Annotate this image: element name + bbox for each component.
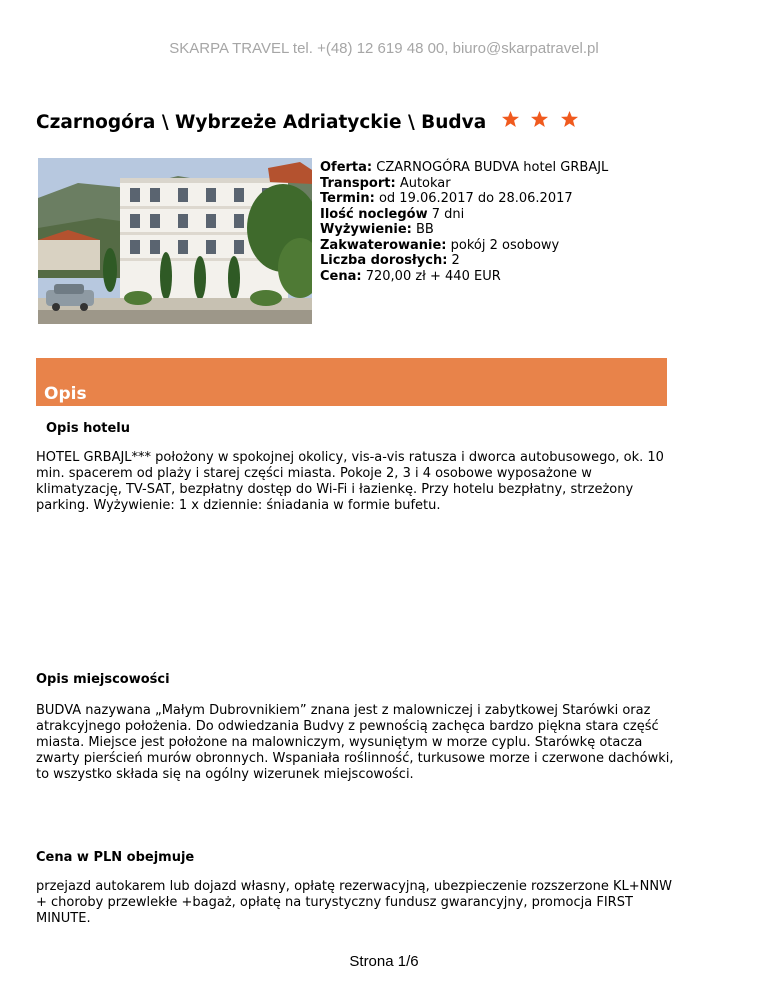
star-icon: [501, 110, 520, 128]
offer-value: od 19.06.2017 do 28.06.2017: [378, 191, 573, 206]
offer-row: [320, 253, 608, 269]
offer-label: Liczba dorosłych:: [320, 253, 448, 268]
offer-value: 7 dni: [431, 206, 465, 222]
offer-row: [320, 222, 608, 238]
star-icon: [560, 110, 579, 128]
offer-value: Autokar: [399, 175, 451, 191]
agency-contact: SKARPA TRAVEL tel. +(48) 12 619 48 00, biuro@skarpatravel.pl: [169, 40, 599, 57]
hotel-description-text: HOTEL GRBAJL*** położony w spokojnej okolicy, vis-a-vis ratusza i dworca autobusowego, ok. 10 min. spacerem od plaży i starej części miasta. Pokoje 2, 3 i 4 osobowe wyposażone w klimatyzację, TV-SAT, bezpłatny dostęp do Wi-Fi i łazienkę. Przy hotelu bezpłatny, strzeżony parking. Wyżywienie: 1 x dziennie: śniadania w formie bufetu.: [36, 450, 664, 513]
hotel-rating: [501, 110, 583, 133]
town-description-heading: Opis miejscowości: [36, 672, 170, 687]
offer-value: 720,00 zł + 440 EUR: [365, 268, 501, 284]
price-includes-text: przejazd autokarem lub dojazd własny, opłatę rezerwacyjną, ubezpieczenie rozszerzone KL+NNW + choroby przewlekłe +bagaż, opłatę na turystyczny fundusz gwarancyjny, promocja FIRST MINUTE.: [36, 879, 672, 926]
offer-row: [320, 269, 608, 285]
offer-details: [320, 160, 608, 284]
offer-value: CZARNOGÓRA BUDVA hotel GRBAJL: [376, 160, 609, 175]
offer-row: [320, 238, 608, 254]
page-number: Strona 1/6: [349, 953, 419, 970]
offer-value: BB: [416, 222, 434, 237]
section-title: Opis: [44, 384, 87, 404]
offer-row: [320, 176, 608, 192]
price-includes-heading: Cena w PLN obejmuje: [36, 850, 195, 865]
offer-value: 2: [451, 253, 460, 268]
offer-value: pokój 2 osobowy: [450, 237, 560, 253]
section-header-bar: [36, 358, 667, 406]
star-icon: [530, 110, 549, 128]
offer-label: Zakwaterowanie:: [320, 237, 447, 253]
hotel-description-heading: Opis hotelu: [46, 421, 131, 436]
offer-row: [320, 191, 608, 207]
town-description-text: BUDVA nazywana „Małym Dubrovnikiem” znana jest z malowniczej i zabytkowej Starówki oraz atrakcyjnego położenia. Do odwiedzania Budvy z pewnością zachęca bardzo piękna stara część miasta. Miejsce jest położone na malowniczym, wysuniętym w morze cyplu. Starówkę otacza zwarty pierścień murów obronnych. Wspaniała roślinność, turkusowe morze i czerwone dachówki, to wszystko składa się na ogólny wizerunek miejscowości.: [36, 703, 674, 782]
offer-row: [320, 160, 608, 176]
hotel-photo: [38, 158, 312, 324]
page-title: [36, 110, 583, 133]
offer-label: Cena:: [320, 268, 362, 284]
offer-label: Wyżywienie:: [320, 222, 412, 237]
offer-label: Termin:: [320, 191, 375, 206]
destination-path: Czarnogóra \ Wybrzeże Adriatyckie \ Budva: [36, 112, 487, 133]
offer-label: Oferta:: [320, 160, 373, 175]
offer-row: [320, 207, 608, 223]
offer-label: Ilość noclegów: [320, 206, 428, 222]
offer-label: Transport:: [320, 175, 396, 191]
